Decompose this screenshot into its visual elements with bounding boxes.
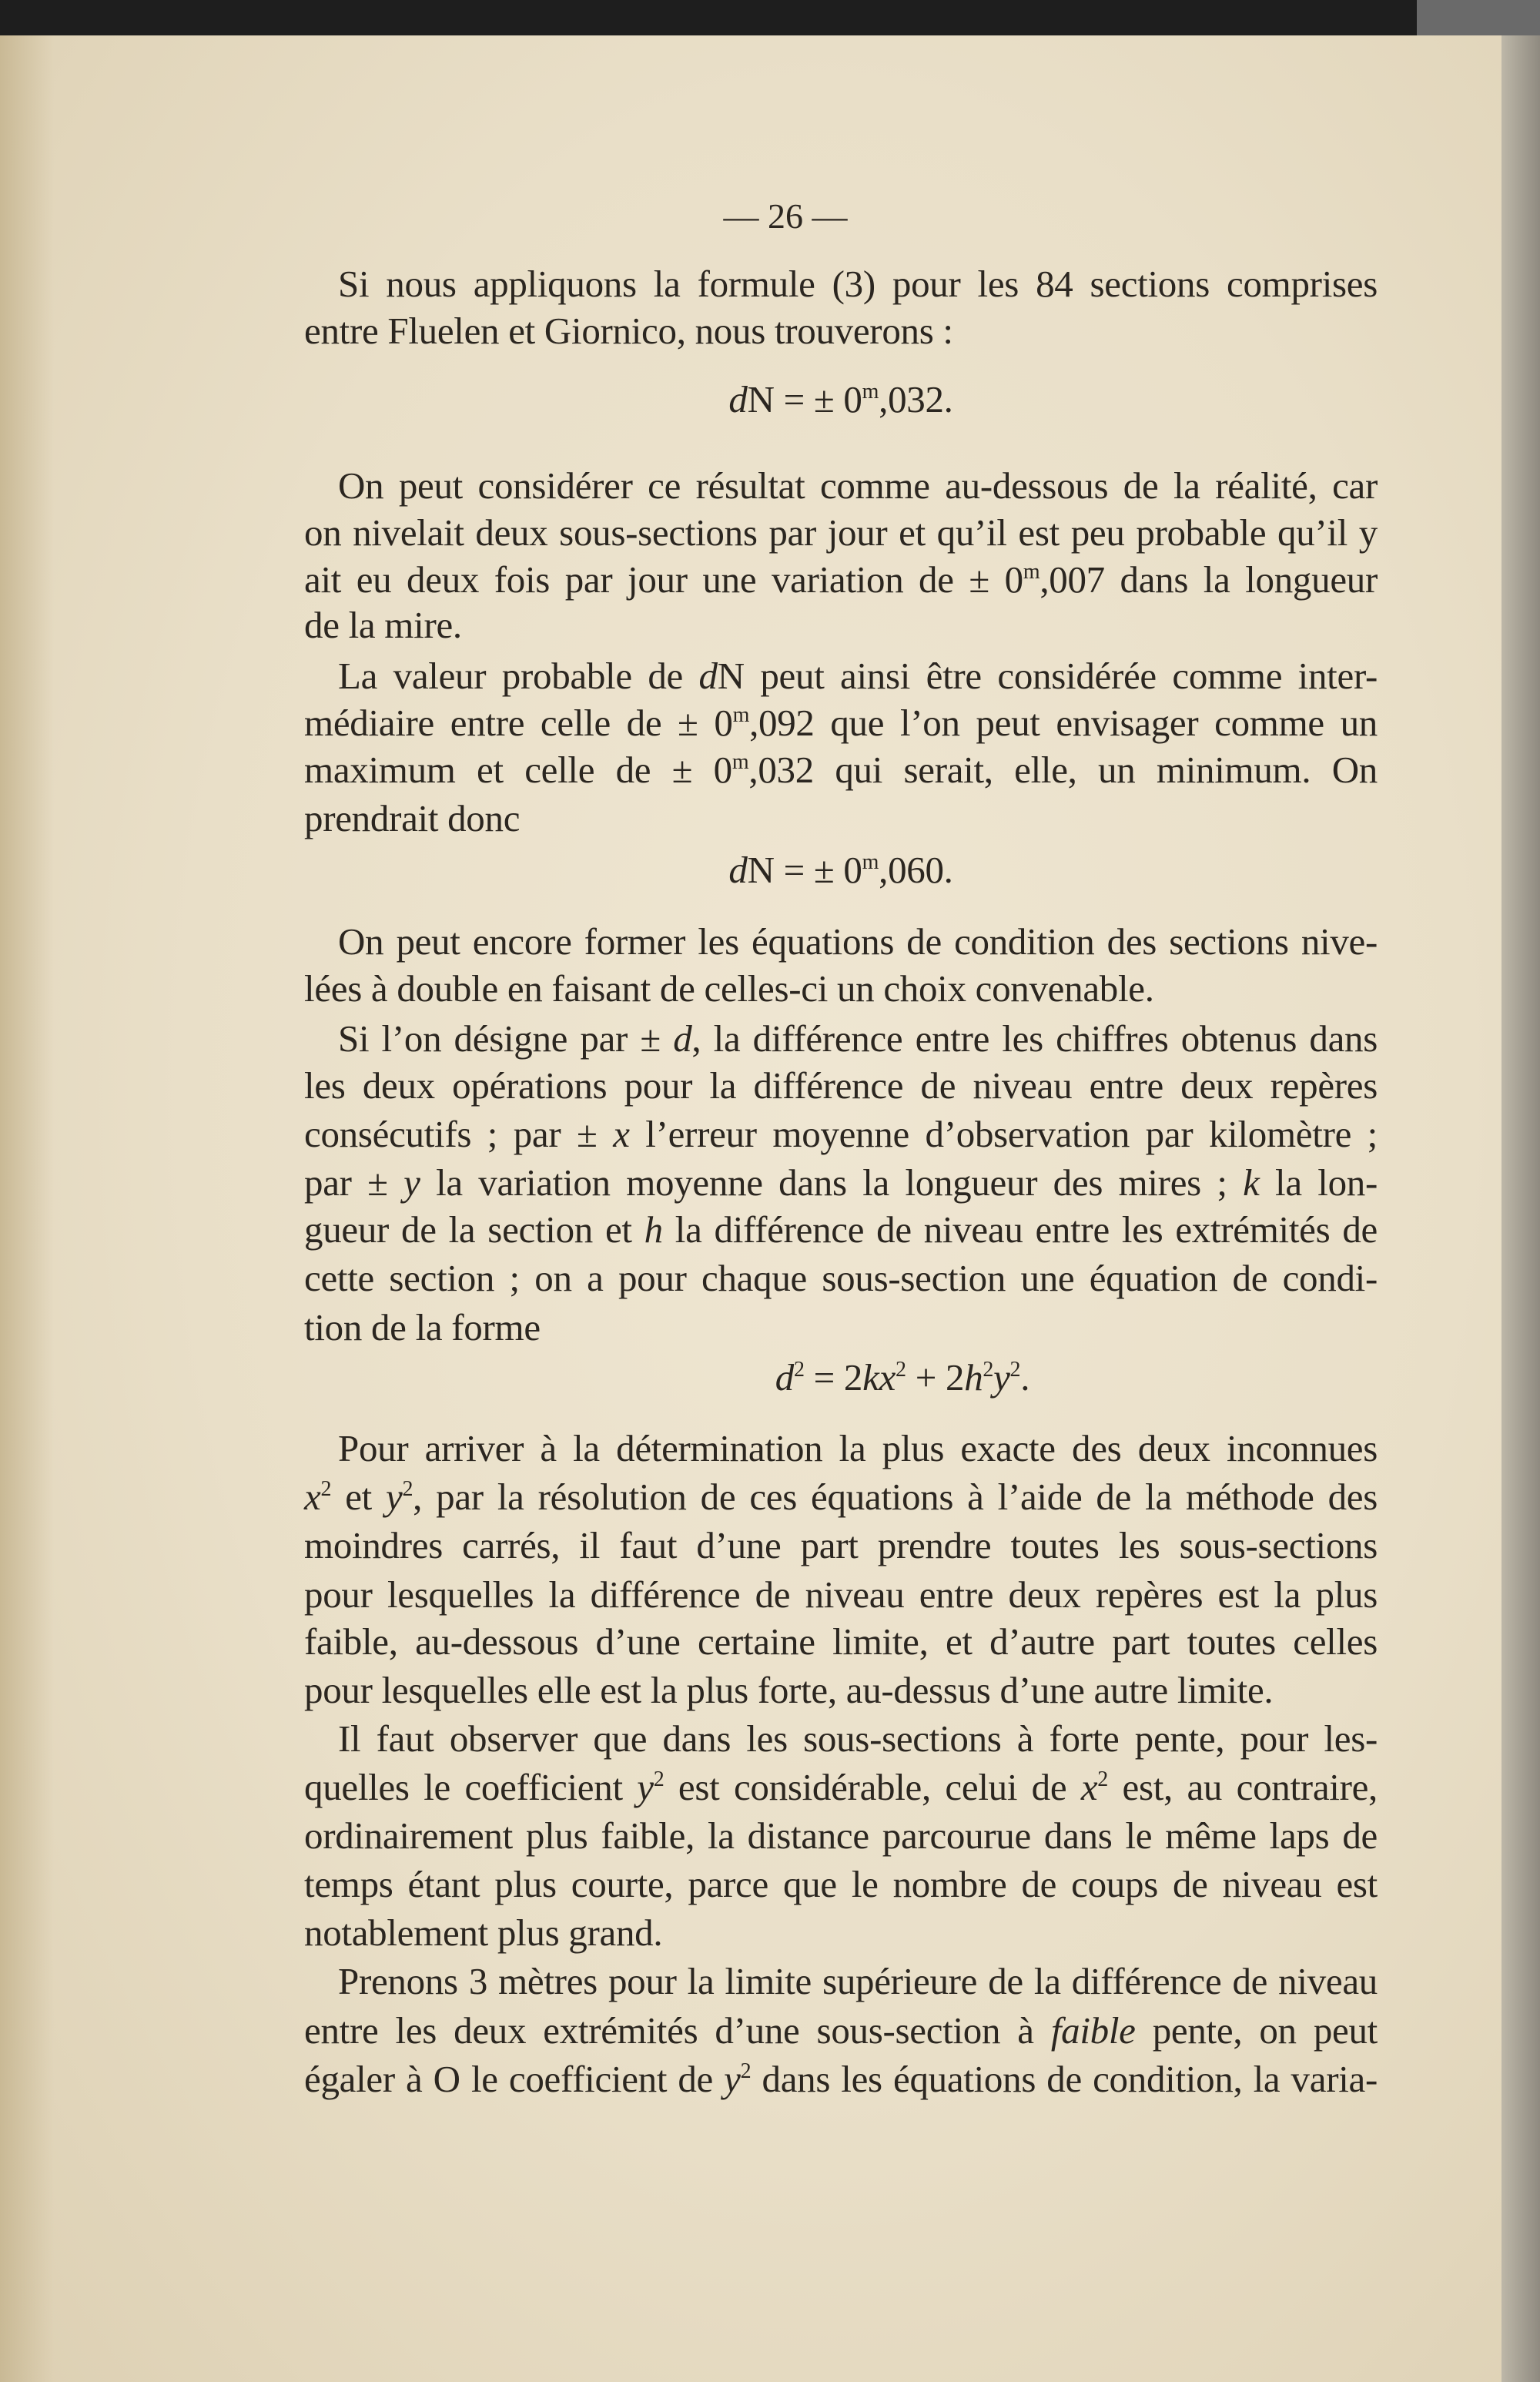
italic-text: y <box>993 1356 1010 1399</box>
text-segment: pente, on peut <box>1135 2009 1378 2052</box>
superscript: 2 <box>402 1477 413 1501</box>
text-segment: l’erreur moyenne d’observation par kilomètre ; <box>629 1113 1378 1155</box>
superscript: m <box>732 703 750 727</box>
text-segment: . <box>1020 1356 1030 1399</box>
superscript: 2 <box>1097 1767 1108 1791</box>
text-segment: les deux opérations pour la différence de niveau entre deux repères <box>304 1064 1378 1107</box>
superscript: 2 <box>983 1358 994 1382</box>
text-line <box>304 919 1378 965</box>
text-line <box>304 1572 1378 1618</box>
text-segment: tion de la forme <box>304 1306 541 1348</box>
superscript: 2 <box>794 1358 805 1382</box>
text-segment: notablement plus grand. <box>304 1911 663 1954</box>
text-line <box>304 1716 1378 1762</box>
text-segment: ait eu deux fois par jour une variation de ± 0 <box>304 558 1023 601</box>
text-segment: la variation moyenne dans la longueur des mires ; <box>420 1161 1244 1204</box>
text-segment: Si nous appliquons la formule (3) pour les 84 sections comprises <box>338 263 1378 305</box>
text-segment: consécutifs ; par ± <box>304 1113 614 1155</box>
text-segment: temps étant plus courte, parce que le nombre de coups de niveau est <box>304 1863 1378 1905</box>
text-segment: La valeur probable de <box>338 655 699 697</box>
text-line <box>304 1111 1378 1157</box>
text-line <box>304 1160 1378 1206</box>
equation <box>366 1355 1439 1401</box>
superscript: 2 <box>1009 1358 1021 1382</box>
italic-text: d <box>698 655 718 697</box>
text-segment: moindres carrés, il faut d’une part prendre toutes les sous-sections <box>304 1524 1378 1566</box>
italic-text: faible <box>1050 2009 1136 2052</box>
text-line <box>304 1255 1378 1302</box>
text-segment: faible, au-dessous d’une certaine limite, et d’autre part toutes celles <box>304 1620 1378 1663</box>
text-line <box>304 1523 1378 1569</box>
text-line <box>304 1958 1378 2005</box>
text-segment: ,092 que l’on peut envisager comme un <box>749 702 1378 744</box>
text-segment: N = ± 0 <box>747 849 862 891</box>
text-segment: ,060. <box>879 849 953 891</box>
text-line <box>304 1861 1378 1908</box>
text-line <box>304 1207 1378 1253</box>
text-line <box>304 966 1378 1012</box>
page-number: — 26 — <box>723 196 848 236</box>
text-line <box>304 308 1378 354</box>
text-line <box>304 602 1378 648</box>
italic-text: d <box>728 378 748 420</box>
text-segment: ordinairement plus faible, la distance parcourue dans le même laps de <box>304 1814 1378 1857</box>
text-segment: Si l’on désigne par ± <box>338 1017 674 1060</box>
text-segment: gueur de la section et <box>304 1208 644 1251</box>
italic-text: d <box>728 849 748 891</box>
italic-text: kx <box>862 1356 896 1399</box>
text-line <box>304 1063 1378 1109</box>
italic-text: h <box>644 1208 663 1251</box>
text-segment: Il faut observer que dans les sous-sections à forte pente, pour les- <box>338 1717 1378 1760</box>
page-edge <box>1502 35 1540 2382</box>
text-line <box>304 557 1378 603</box>
superscript: 2 <box>320 1477 332 1501</box>
text-segment: Pour arriver à la détermination la plus exacte des deux inconnues <box>338 1427 1378 1469</box>
text-segment: par ± <box>304 1161 404 1204</box>
superscript: 2 <box>653 1767 665 1791</box>
italic-text: d <box>775 1356 794 1399</box>
text-segment: , par la résolution de ces équations à l’aide de la méthode des <box>413 1476 1378 1518</box>
text-segment: entre les deux extrémités d’une sous-section à <box>304 2009 1051 2052</box>
text-segment: est, au contraire, <box>1107 1766 1378 1808</box>
text-segment: ,032 qui serait, elle, un minimum. On <box>748 749 1378 791</box>
text-segment: est considérable, celui de <box>664 1766 1081 1808</box>
text-segment: maximum et celle de ± 0 <box>304 749 732 791</box>
text-line <box>304 1813 1378 1859</box>
text-segment: , la différence entre les chiffres obtenus dans <box>691 1017 1378 1060</box>
text-segment: et <box>331 1476 386 1518</box>
superscript: m <box>1023 560 1040 584</box>
text-line <box>304 1910 1378 1956</box>
text-segment: la lon- <box>1259 1161 1378 1204</box>
italic-text: y <box>386 1476 403 1518</box>
italic-text: x <box>304 1476 321 1518</box>
text-segment: ,032. <box>879 378 953 420</box>
text-line <box>304 1016 1378 1062</box>
text-line <box>304 261 1378 307</box>
italic-text: d <box>673 1017 692 1060</box>
text-segment: On peut considérer ce résultat comme au-dessous de la réalité, car <box>338 464 1378 507</box>
text-segment: N = ± 0 <box>747 378 862 420</box>
text-segment: la différence de niveau entre les extrémités de <box>662 1208 1378 1251</box>
text-line <box>304 796 1378 842</box>
italic-text: y <box>724 2058 741 2100</box>
text-line <box>304 1764 1378 1811</box>
text-line <box>304 747 1378 793</box>
text-segment: de la mire. <box>304 604 462 646</box>
text-line <box>304 463 1378 509</box>
italic-text: k <box>1243 1161 1260 1204</box>
text-segment: lées à double en faisant de celles-ci un choix convenable. <box>304 967 1154 1010</box>
text-segment: prendrait donc <box>304 797 521 839</box>
text-segment: égaler à O le coefficient de <box>304 2058 725 2100</box>
superscript: m <box>732 750 749 774</box>
equation <box>304 847 1378 893</box>
superscript: m <box>862 380 879 404</box>
text-segment: + 2 <box>906 1356 965 1399</box>
text-line <box>304 653 1378 699</box>
italic-text: h <box>964 1356 983 1399</box>
text-segment: médiaire entre celle de ± 0 <box>304 702 733 744</box>
text-segment: cette section ; on a pour chaque sous-section une équation de condi- <box>304 1257 1378 1299</box>
text-line <box>304 2056 1378 2102</box>
text-line <box>304 510 1378 556</box>
text-segment: = 2 <box>804 1356 863 1399</box>
italic-text: y <box>403 1161 420 1204</box>
text-line <box>304 1667 1378 1714</box>
text-segment: On peut encore former les équations de condition des sections nive- <box>338 920 1378 963</box>
text-segment: Prenons 3 mètres pour la limite supérieure de la différence de niveau <box>338 1960 1378 2002</box>
text-segment: entre Fluelen et Giornico, nous trouverons : <box>304 310 953 352</box>
text-line <box>304 1619 1378 1665</box>
text-segment: quelles le coefficient <box>304 1766 638 1808</box>
italic-text: y <box>637 1766 654 1808</box>
scan-border <box>1417 0 1540 35</box>
superscript: 2 <box>740 2059 752 2083</box>
italic-text: x <box>1080 1766 1098 1808</box>
text-line <box>304 1426 1378 1472</box>
equation <box>304 377 1378 423</box>
text-line <box>304 1305 1378 1351</box>
text-line <box>304 1474 1378 1520</box>
italic-text: x <box>613 1113 630 1155</box>
text-segment: pour lesquelles elle est la plus forte, au-dessus d’une autre limite. <box>304 1669 1274 1711</box>
text-segment: ,007 dans la longueur <box>1040 558 1378 601</box>
text-segment: on nivelait deux sous-sections par jour et qu’il est peu probable qu’il y <box>304 511 1378 554</box>
text-line <box>304 700 1378 746</box>
superscript: 2 <box>896 1358 906 1382</box>
superscript: m <box>862 850 879 874</box>
text-segment: pour lesquelles la différence de niveau entre deux repères est la plus <box>304 1573 1378 1616</box>
text-line <box>304 2008 1378 2054</box>
text-segment: N peut ainsi être considérée comme inter- <box>717 655 1378 697</box>
text-segment: dans les équations de condition, la varia- <box>751 2058 1378 2100</box>
